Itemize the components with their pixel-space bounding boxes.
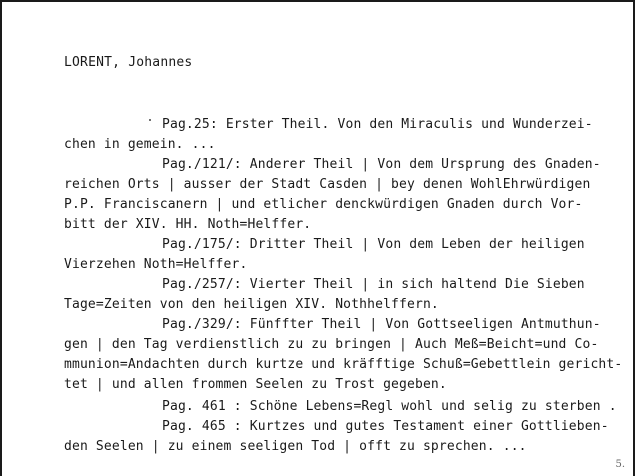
entry-line: tet | und allen frommen Seelen zu Trost gegeben. bbox=[64, 377, 447, 392]
entry-line: Pag./121/: Anderer Theil | Von dem Ursprung des Gnaden- bbox=[162, 157, 601, 172]
entry-line: chen in gemein. ... bbox=[64, 137, 216, 152]
entry-line: Pag./329/: Fünffter Theil | Von Gottseeligen Antmuthun- bbox=[162, 317, 601, 332]
entry-line: den Seelen | zu einem seeligen Tod | offt zu sprechen. ... bbox=[64, 439, 527, 454]
card-heading: LORENT, Johannes bbox=[64, 55, 193, 70]
corner-mark: 5. bbox=[615, 459, 625, 470]
entry-line: Pag. 461 : Schöne Lebens=Regl wohl und selig zu sterben . bbox=[162, 399, 617, 414]
entry-line: Pag./257/: Vierter Theil | in sich haltend Die Sieben bbox=[162, 277, 585, 292]
entry-line: P.P. Franciscanern | und etlicher denckwürdigen Gnaden durch Vor- bbox=[64, 197, 583, 212]
entry-line: gen | den Tag verdienstlich zu zu bringen | Auch Meß=Beicht=und Co- bbox=[64, 337, 599, 352]
entry-line: reichen Orts | ausser der Stadt Casden | bey denen WohlEhrwürdigen bbox=[64, 177, 591, 192]
ink-dot bbox=[149, 119, 151, 121]
entry-line: bitt der XIV. HH. Noth=Helffer. bbox=[64, 217, 312, 232]
entry-line: mmunion=Andachten durch kurtze und kräfftige Schuß=Gebettlein gericht- bbox=[64, 357, 623, 372]
entry-line: Pag./175/: Dritter Theil | Von dem Leben der heiligen bbox=[162, 237, 585, 252]
entry-line: Pag.25: Erster Theil. Von den Miraculis und Wunderzei- bbox=[162, 117, 593, 132]
entry-line: Vierzehen Noth=Helffer. bbox=[64, 257, 248, 272]
entry-line: Pag. 465 : Kurtzes und gutes Testament einer Gottlieben- bbox=[162, 419, 609, 434]
entry-line: Tage=Zeiten von den heiligen XIV. Nothhelffern. bbox=[64, 297, 439, 312]
